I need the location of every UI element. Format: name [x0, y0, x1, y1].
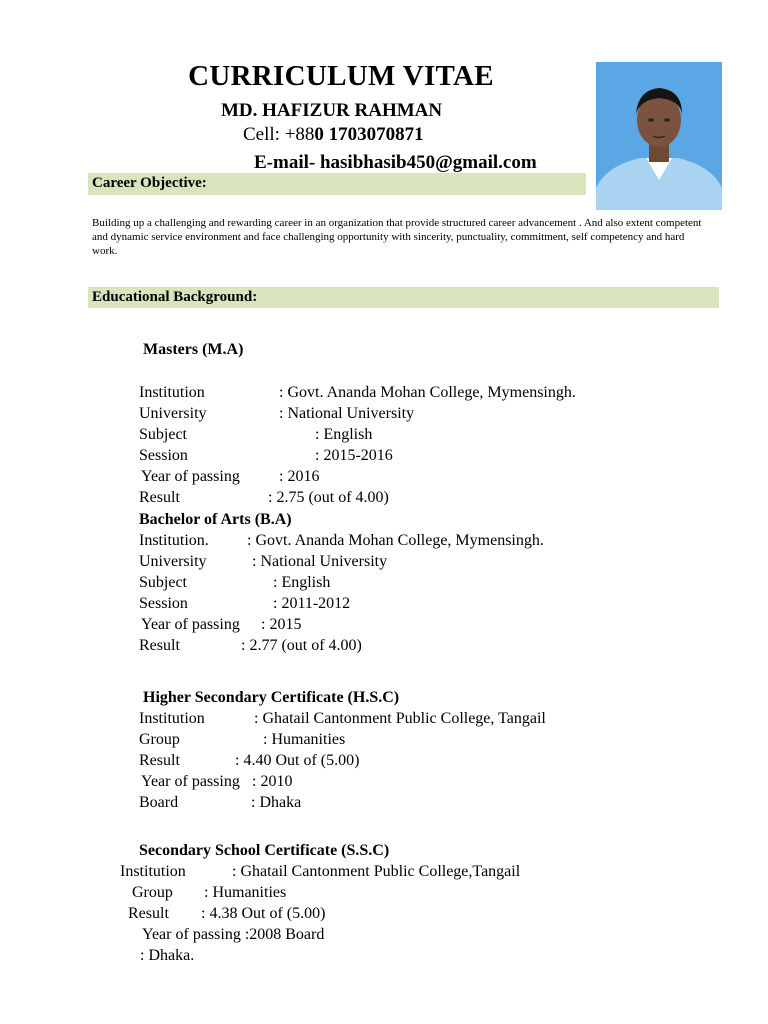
field-value: : 4.40 Out of (5.00) [235, 752, 360, 769]
field-label: Result [139, 637, 180, 654]
field-value: : English [315, 426, 373, 443]
field-label: Subject [139, 426, 187, 443]
field-value: : Dhaka [251, 794, 302, 811]
field-label: Subject [139, 574, 187, 591]
hsc-title: Higher Secondary Certificate (H.S.C) [143, 689, 400, 706]
field-label: Result [139, 752, 180, 769]
field-value: : 2015-2016 [315, 447, 393, 464]
field-label: Institution [120, 863, 186, 880]
field-label: University [139, 405, 207, 422]
bachelor-title: Bachelor of Arts (B.A) [139, 511, 292, 528]
career-objective-heading: Career Objective: [88, 173, 586, 195]
field-value: : English [273, 574, 331, 591]
field-label: Session [139, 447, 188, 464]
email-label: E-mail- [254, 152, 320, 173]
field-label: Session [139, 595, 188, 612]
field-value: : 2.75 (out of 4.00) [268, 489, 389, 506]
field-value: : Humanities [204, 884, 287, 901]
cell-label: Cell: +88 [243, 124, 315, 145]
field-value: : 2011-2012 [273, 595, 351, 612]
career-objective-text: Building up a challenging and rewarding career in an organization that provide structured career advancement . And also extent competent and dynamic service environment and face challenging opportunity with sincerity, punctuality, commitment, self competency and hard work. [92, 217, 702, 257]
field-value: : 2015 [261, 616, 302, 633]
email-address: hasibhasib450@gmail.com [319, 152, 537, 173]
field-label: Group [139, 731, 180, 748]
field-value: : 4.38 Out of (5.00) [201, 905, 326, 922]
field-label: Institution [139, 384, 205, 401]
field-label: Year of passing [141, 468, 240, 485]
field-label: Result [139, 489, 180, 506]
person-icon [596, 62, 722, 210]
ssc-year-board: Year of passing :2008 Board [142, 926, 325, 943]
field-value: : Humanities [263, 731, 346, 748]
field-value: : National University [279, 405, 415, 422]
field-value: : Ghatail Cantonment Public College,Tangail [232, 863, 521, 880]
email-line [254, 152, 537, 174]
field-value: : National University [252, 553, 388, 570]
education-heading: Educational Background: [88, 287, 719, 308]
field-label: Year of passing [141, 773, 240, 790]
field-label: Group [132, 884, 173, 901]
field-label: Institution. [139, 532, 209, 549]
masters-title: Masters (M.A) [143, 341, 244, 358]
field-value: : 2016 [279, 468, 320, 485]
field-label: University [139, 553, 207, 570]
profile-photo [596, 62, 722, 210]
field-label: Institution [139, 710, 205, 727]
field-label: Year of passing [141, 616, 240, 633]
ssc-title: Secondary School Certificate (S.S.C) [139, 842, 390, 859]
cell-line [243, 124, 424, 146]
ssc-board: : Dhaka. [140, 947, 195, 964]
field-value: : 2.77 (out of 4.00) [241, 637, 362, 654]
candidate-name: MD. HAFIZUR RAHMAN [221, 100, 443, 121]
field-value: : Ghatail Cantonment Public College, Tangail [254, 710, 546, 727]
field-label: Result [128, 905, 169, 922]
field-value: : Govt. Ananda Mohan College, Mymensingh. [279, 384, 576, 401]
field-value: : Govt. Ananda Mohan College, Mymensingh. [247, 532, 544, 549]
cv-title: CURRICULUM VITAE [188, 60, 494, 92]
cell-number: 0 1703070871 [314, 124, 424, 145]
field-label: Board [139, 794, 179, 811]
field-value: : 2010 [252, 773, 293, 790]
